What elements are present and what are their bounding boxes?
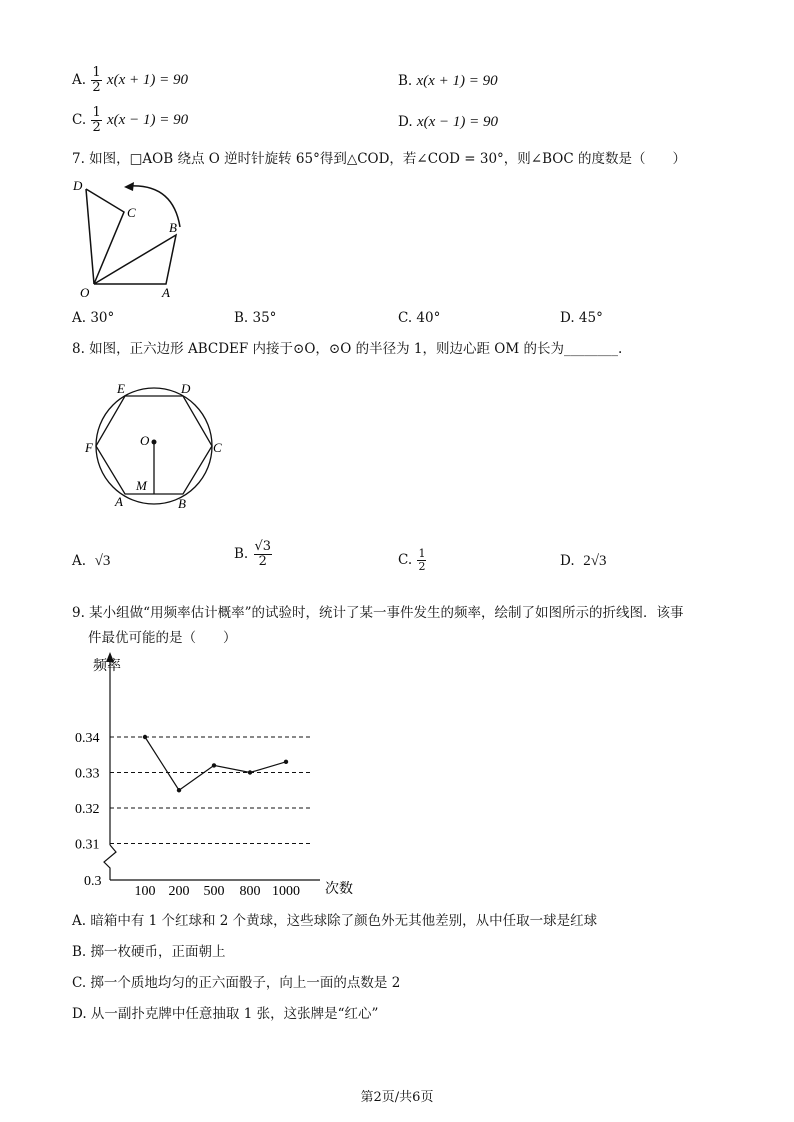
q7-option-c: C. 40° xyxy=(398,310,441,326)
q7-option-d: D. 45° xyxy=(560,310,603,326)
x-axis-label: 次数 xyxy=(325,882,353,897)
label-b: B xyxy=(169,220,177,235)
label-d: D xyxy=(181,381,191,396)
q9-stem-line1: 9. 某小组做“用频率估计概率”的试验时，统计了某一事件发生的频率，绘制了如图所示的折线图．该事 xyxy=(72,605,684,621)
q8-hexagon-figure xyxy=(80,378,230,513)
label-o: O xyxy=(140,433,150,448)
y-tick-label: 0.31 xyxy=(75,837,100,853)
x-tick-label: 500 xyxy=(203,884,225,899)
label-b: B xyxy=(178,496,186,511)
label-a: A xyxy=(162,285,170,300)
arrowhead-icon xyxy=(124,182,134,191)
x-tick-label: 1000 xyxy=(272,884,300,899)
data-point xyxy=(177,788,181,792)
q7-option-a: A. 30° xyxy=(72,310,115,326)
frequency-line-chart xyxy=(70,650,370,905)
data-point xyxy=(212,763,216,767)
label-a: A xyxy=(115,494,123,509)
label-c: C xyxy=(213,440,222,455)
q6-option-c: C. $\frac{1}{2}$ x(x − 1) = 90 xyxy=(72,105,189,135)
q7-option-b: B. 35° xyxy=(234,310,277,326)
y-tick-label: 0.34 xyxy=(75,731,100,746)
q8-option-c: C. $\frac{1}{2}$ xyxy=(398,547,426,573)
q8-stem: 8. 如图，正六边形 ABCDEF 内接于⊙O，⊙O 的半径为 1，则边心距 OM 的长为________. xyxy=(72,341,623,357)
series-line xyxy=(145,737,286,790)
q9-option-c: C. 掷一个质地均匀的正六面骰子，向上一面的点数是 2 xyxy=(72,975,401,991)
q9-option-b: B. 掷一枚硬币，正面朝上 xyxy=(72,944,226,960)
label-c: C xyxy=(127,205,136,220)
x-tick-label: 200 xyxy=(168,884,190,899)
q8-option-d: D. 2√3 xyxy=(560,553,607,569)
page-footer: 第2页/共6页 xyxy=(360,1090,434,1105)
label-e: E xyxy=(117,381,125,396)
q7-stem: 7. 如图，□AOB 绕点 O 逆时针旋转 65°得到△COD，若∠COD = 30°，则∠BOC 的度数是（ ） xyxy=(72,151,686,167)
q9-option-a: A. 暗箱中有 1 个红球和 2 个黄球，这些球除了颜色外无其他差别，从中任取一球是红球 xyxy=(72,913,598,929)
q6-option-a: A. $\frac{1}{2}$ x(x + 1) = 90 xyxy=(72,65,188,95)
data-point xyxy=(284,760,288,764)
triangle-aob xyxy=(94,235,176,284)
y-axis-label: 频率 xyxy=(93,659,121,674)
q6-option-b: B. x(x + 1) = 90 xyxy=(398,73,498,89)
data-point xyxy=(143,735,147,739)
label-m: M xyxy=(136,478,147,493)
x-tick-label: 100 xyxy=(134,884,156,899)
y-tick-label: 0.32 xyxy=(75,802,100,817)
x-tick-label: 800 xyxy=(239,884,261,899)
q9-option-d: D. 从一副扑克牌中任意抽取 1 张，这张牌是“红心” xyxy=(72,1006,379,1022)
q6-option-d: D. x(x − 1) = 90 xyxy=(398,114,498,130)
y-tick-label: 0.3 xyxy=(84,874,102,889)
axis-break xyxy=(104,845,116,880)
q8-option-b: B. $\frac{√3}{2}$ xyxy=(234,539,272,569)
center-point xyxy=(152,440,157,445)
y-tick-label: 0.33 xyxy=(75,766,100,782)
q8-option-a: A. √3 xyxy=(72,553,111,569)
label-d: D xyxy=(73,178,83,193)
q7-rotation-figure xyxy=(68,172,218,302)
label-o: O xyxy=(80,285,90,300)
label-f: F xyxy=(85,440,93,455)
data-point xyxy=(248,770,252,774)
q9-stem-line2: 件最优可能的是（ ） xyxy=(88,630,237,646)
